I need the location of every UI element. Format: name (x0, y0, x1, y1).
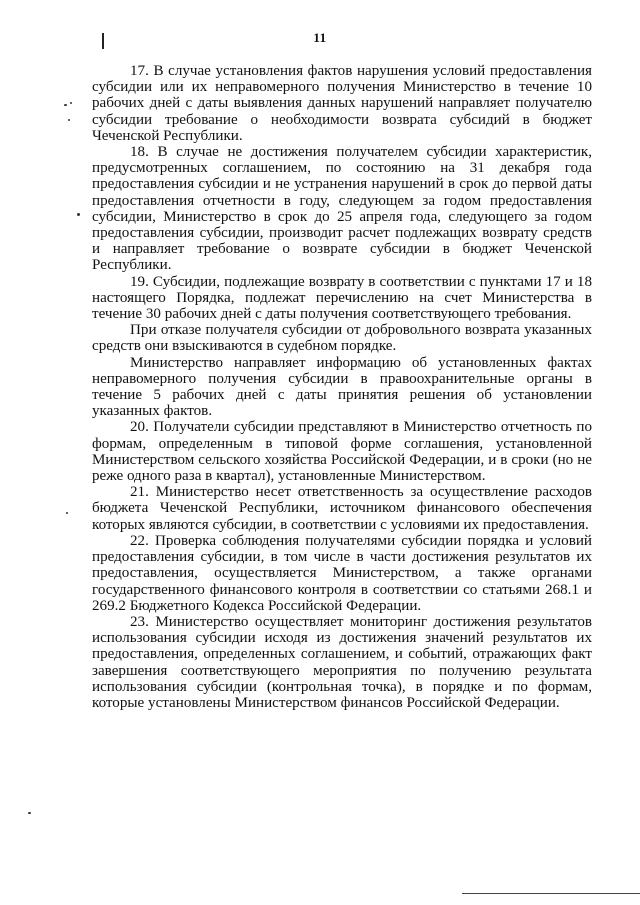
paragraph-22: 22. Проверка соблюдения получателями субсидии порядка и условий предоставления субсидии, в том числе в части достижения результатов их предоставления, осуществляется Министерством, а также органами государственного финансового контроля в соответствии со статьями 268.1 и 269.2 Бюджетного Кодекса Российской Федерации. (92, 532, 592, 614)
paragraph-18: 18. В случае не достижения получателем субсидии характеристик, предусмотренных соглашением, по состоянию на 31 декабря года предоставления субсидии и не устранения нарушений в срок до первой даты предоставления отчетности в году, следующем за годом предоставления субсидии, Министерство в срок до 25 апреля года, следующего за годом предоставления субсидии, производит расчет подлежащих возврату средств и направляет требование о возврате субсидии в бюджет Чеченской Республики. (92, 144, 592, 274)
scan-speck (68, 119, 70, 121)
scan-speck (77, 213, 80, 216)
scan-speck (66, 512, 68, 514)
paragraph-17: 17. В случае установления фактов нарушения условий предоставления субсидии или их неправомерного получения Министерство в течение 10 рабочих дней с даты выявления данных нарушений направляет получателю субсидии требование о необходимости возврата субсидий в бюджет Чеченской Республики. (92, 63, 592, 144)
paragraph-21: 21. Министерство несет ответственность за осуществление расходов бюджета Чеченской Республики, источником финансового обеспечения которых являются субсидии, в соответствии с условиями их предоставления. (92, 484, 592, 533)
document-body (92, 63, 592, 711)
paragraph-23: 23. Министерство осуществляет мониторинг достижения результатов использования субсидии исходя из достижения значений результатов их предоставления, определенных соглашением, и событий, отражающих факт завершения соответствующего мероприятия по получению результата использования субсидии (контрольная точка), в порядке и по формам, которые установлены Министерством финансов Российской Федерации. (92, 613, 592, 711)
scan-speck (64, 104, 67, 106)
paragraph-19-refusal: При отказе получателя субсидии от добровольного возврата указанных средств они взыскиваются в судебном порядке. (92, 322, 592, 355)
footer-rule (462, 893, 640, 894)
paragraph-19: 19. Субсидии, подлежащие возврату в соответствии с пунктами 17 и 18 настоящего Порядка, подлежат перечислению на счет Министерства в течение 30 рабочих дней с даты получения соответствующего требования. (92, 273, 592, 323)
paragraph-20: 20. Получатели субсидии представляют в Министерство отчетность по формам, определенным в типовой форме соглашения, установленной Министерством сельского хозяйства Российской Федерации, и в сроки (но не реже одного раза в квартал), установленные Министерством. (92, 419, 592, 485)
paragraph-19-information: Министерство направляет информацию об установленных фактах неправомерного получения субсидии в правоохранительные органы в течение 5 рабочих дней с даты принятия решения об установлении указанных фактов. (92, 354, 592, 420)
scan-speck (70, 102, 72, 104)
page-number: 11 (313, 30, 327, 45)
scan-speck (28, 812, 31, 814)
